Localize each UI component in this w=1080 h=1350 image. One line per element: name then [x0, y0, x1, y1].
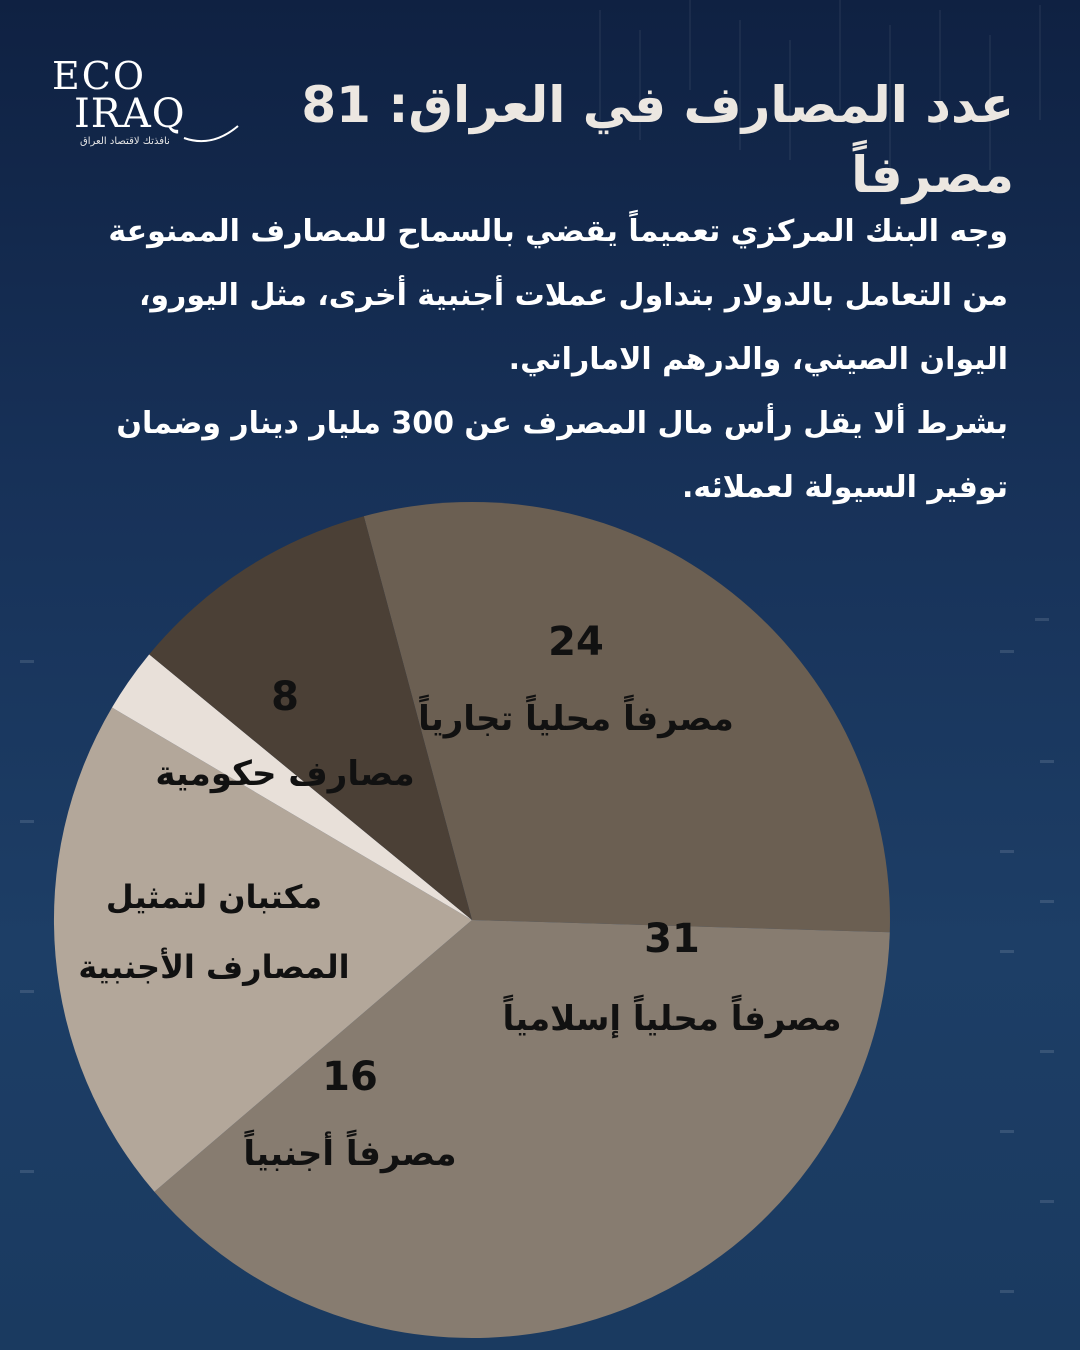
logo-line1: ECO — [52, 54, 146, 98]
slice-label-4-line-1: مكتبان لتمثيل — [105, 878, 323, 916]
slice-label-2: مصرفاً محلياً إسلامياً — [502, 999, 842, 1039]
page-title: عدد المصارف في العراق: 81 مصرفاً — [301, 76, 1014, 204]
slice-value-5: 8 — [271, 674, 299, 720]
paragraph-2: بشرط ألا يقل رأس مال المصرف عن 300 مليار دينار وضمان توفير السيولة لعملائه. — [116, 406, 1008, 505]
paragraph-1: وجه البنك المركزي تعميماً يقضي بالسماح للمصارف الممنوعة من التعامل بالدولار بتداول عملات أجنبية أخرى، مثل اليورو، اليوان الصيني، والدرهم الاماراتي. — [108, 214, 1008, 377]
logo-line2: IRAQ — [74, 91, 186, 137]
slice-label-5: مصارف حكومية — [155, 754, 415, 794]
slice-label-3: مصرفاً أجنبياً — [243, 1134, 457, 1174]
logo-tagline: نافذتك لاقتصاد العراق — [80, 136, 170, 147]
slice-value-3: 16 — [322, 1054, 378, 1100]
slice-value-1: 24 — [548, 619, 604, 665]
slice-label-1: مصرفاً محلياً تجارياً — [418, 699, 734, 739]
slice-value-2: 31 — [644, 916, 700, 962]
slice-label-4-line-2: المصارف الأجنبية — [78, 948, 350, 986]
